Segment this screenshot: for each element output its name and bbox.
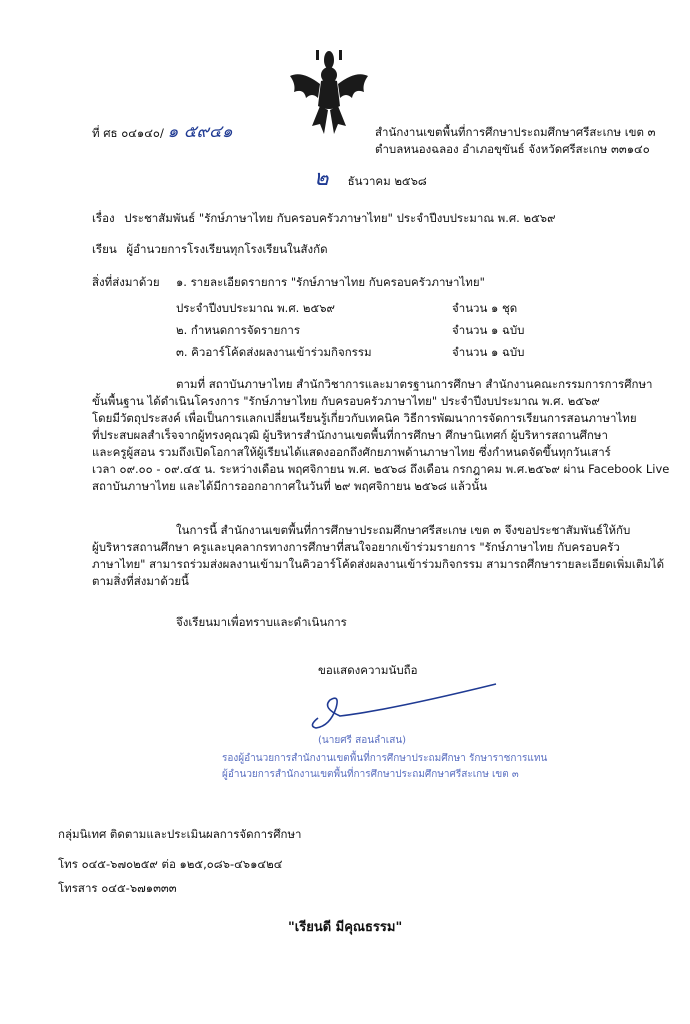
signer-title-line2: ผู้อำนวยการสำนักงานเขตพื้นที่การศึกษาประถมศึกษาศรีสะเกษ เขต ๓ [222, 769, 519, 780]
motto: "เรียนดี มีคุณธรรม" [288, 920, 403, 935]
attachment-1-line1: ๑. รายละเอียดรายการ "รักษ์ภาษาไทย กับครอบครัวภาษาไทย" [176, 275, 485, 289]
paragraph-line: เวลา ๐๙.๐๐ - ๐๙.๔๕ น. ระหว่างเดือน พฤศจิกายน พ.ศ. ๒๕๖๘ ถึงเดือน กรกฎาคม พ.ศ.๒๕๖๙ ผ่าน Facebook Live [92, 462, 670, 476]
signer-title-line1: รองผู้อำนวยการสำนักงานเขตพื้นที่การศึกษาประถมศึกษา รักษาราชการแทน [222, 753, 548, 764]
attachment-2-qty: จำนวน ๑ ฉบับ [452, 323, 525, 337]
paragraph-line: ในการนี้ สำนักงานเขตพื้นที่การศึกษาประถมศึกษาศรีสะเกษ เขต ๓ จึงขอประชาสัมพันธ์ให้กับ [176, 523, 631, 537]
handwritten-signature [300, 678, 500, 730]
closing-line: จึงเรียนมาเพื่อทราบและดำเนินการ [176, 615, 347, 629]
subject-line [92, 210, 556, 226]
footer-department: กลุ่มนิเทศ ติดตามและประเมินผลการจัดการศึกษา [58, 827, 302, 841]
letter-date [314, 160, 427, 195]
attachment-2-line1: ๒. กำหนดการจัดรายการ [176, 323, 300, 337]
subject-text: ประชาสัมพันธ์ "รักษ์ภาษาไทย กับครอบครัวภาษาไทย" ประจำปีงบประมาณ พ.ศ. ๒๕๖๙ [124, 211, 556, 225]
subject-label: เรื่อง [92, 211, 115, 225]
doc-number-handwritten: ๑ ๕๙๔๑ [167, 122, 233, 142]
attachment-1-qty: จำนวน ๑ ชุด [452, 301, 518, 315]
date-day-handwritten: ๒ [314, 166, 329, 191]
paragraph-line: และครูผู้สอน รวมถึงเปิดโอกาสให้ผู้เรียนได้แสดงออกถึงศักยภาพด้านภาษาไทย ซึ่งกำหนดจัดขึ้นทุกวันเสาร์ [92, 445, 611, 459]
paragraph-line: โดยมีวัตถุประสงค์ เพื่อเป็นการแลกเปลี่ยนเรียนรู้เกี่ยวกับเทคนิค วิธีการพัฒนาการจัดการเรียนการสอนภาษาไทย [92, 411, 637, 425]
recipient-line [92, 241, 328, 257]
attachment-1-line2: ประจำปีงบประมาณ พ.ศ. ๒๕๖๙ [176, 301, 335, 315]
attachment-3-line1: ๓. คิวอาร์โค้ดส่งผลงานเข้าร่วมกิจกรรม [176, 345, 372, 359]
office-address: ตำบลหนองฉลอง อำเภอขุขันธ์ จังหวัดศรีสะเกษ ๓๓๑๔๐ [375, 142, 650, 156]
body-paragraph-2 [92, 522, 664, 590]
doc-number [92, 124, 233, 141]
signer-name: (นายศรี สอนลำเสน) [318, 735, 407, 746]
attachment-3-qty: จำนวน ๑ ฉบับ [452, 345, 525, 359]
paragraph-line: ตามสิ่งที่ส่งมาด้วยนี้ [92, 574, 189, 588]
paragraph-line: ตามที่ สถาบันภาษาไทย สำนักวิชาการและมาตรฐานการศึกษา สำนักงานคณะกรรมการการศึกษา [176, 377, 653, 391]
paragraph-line: ผู้บริหารสถานศึกษา ครูและบุคลากรทางการศึกษาที่สนใจอยากเข้าร่วมรายการ "รักษ์ภาษาไทย กับครอบครัว [92, 540, 620, 554]
paragraph-line: ที่ประสบผลสำเร็จจากผู้ทรงคุณวุฒิ ผู้บริหารสำนักงานเขตพื้นที่การศึกษา ศึกษานิเทศก์ ผู้บริหารสถานศึกษา [92, 428, 608, 442]
recipient-text: ผู้อำนวยการโรงเรียนทุกโรงเรียนในสังกัด [126, 242, 328, 256]
body-paragraph-1 [92, 376, 669, 495]
office-name: สำนักงานเขตพื้นที่การศึกษาประถมศึกษาศรีสะเกษ เขต ๓ [375, 125, 656, 139]
garuda-emblem [286, 48, 372, 136]
paragraph-line: ขั้นพื้นฐาน ได้ดำเนินโครงการ "รักษ์ภาษาไทย กับครอบครัวภาษาไทย" ประจำปีงบประมาณ พ.ศ. ๒๕๖๙ [92, 394, 600, 408]
recipient-label: เรียน [92, 242, 117, 256]
attachments-label: สิ่งที่ส่งมาด้วย [92, 275, 160, 289]
footer-phone: โทร ๐๔๕-๖๗๐๒๕๙ ต่อ ๑๒๕,๐๘๖-๔๖๑๔๒๔ [58, 857, 283, 871]
paragraph-line: สถาบันภาษาไทย และได้มีการออกอากาศในวันที่ ๒๙ พฤศจิกายน ๒๕๖๘ แล้วนั้น [92, 479, 488, 493]
regards: ขอแสดงความนับถือ [318, 663, 418, 677]
date-month-year: ธันวาคม ๒๕๖๘ [347, 174, 427, 188]
footer-fax: โทรสาร ๐๔๕-๖๗๑๓๓๓ [58, 881, 177, 895]
paragraph-line: ภาษาไทย" สามารถร่วมส่งผลงานเข้ามาในคิวอาร์โค้ดส่งผลงานเข้าร่วมกิจกรรม สามารถศึกษารายละเอียดเพิ่มเติมได้ [92, 557, 665, 571]
doc-number-prefix: ที่ ศธ ๐๔๑๔๐/ [92, 126, 164, 140]
